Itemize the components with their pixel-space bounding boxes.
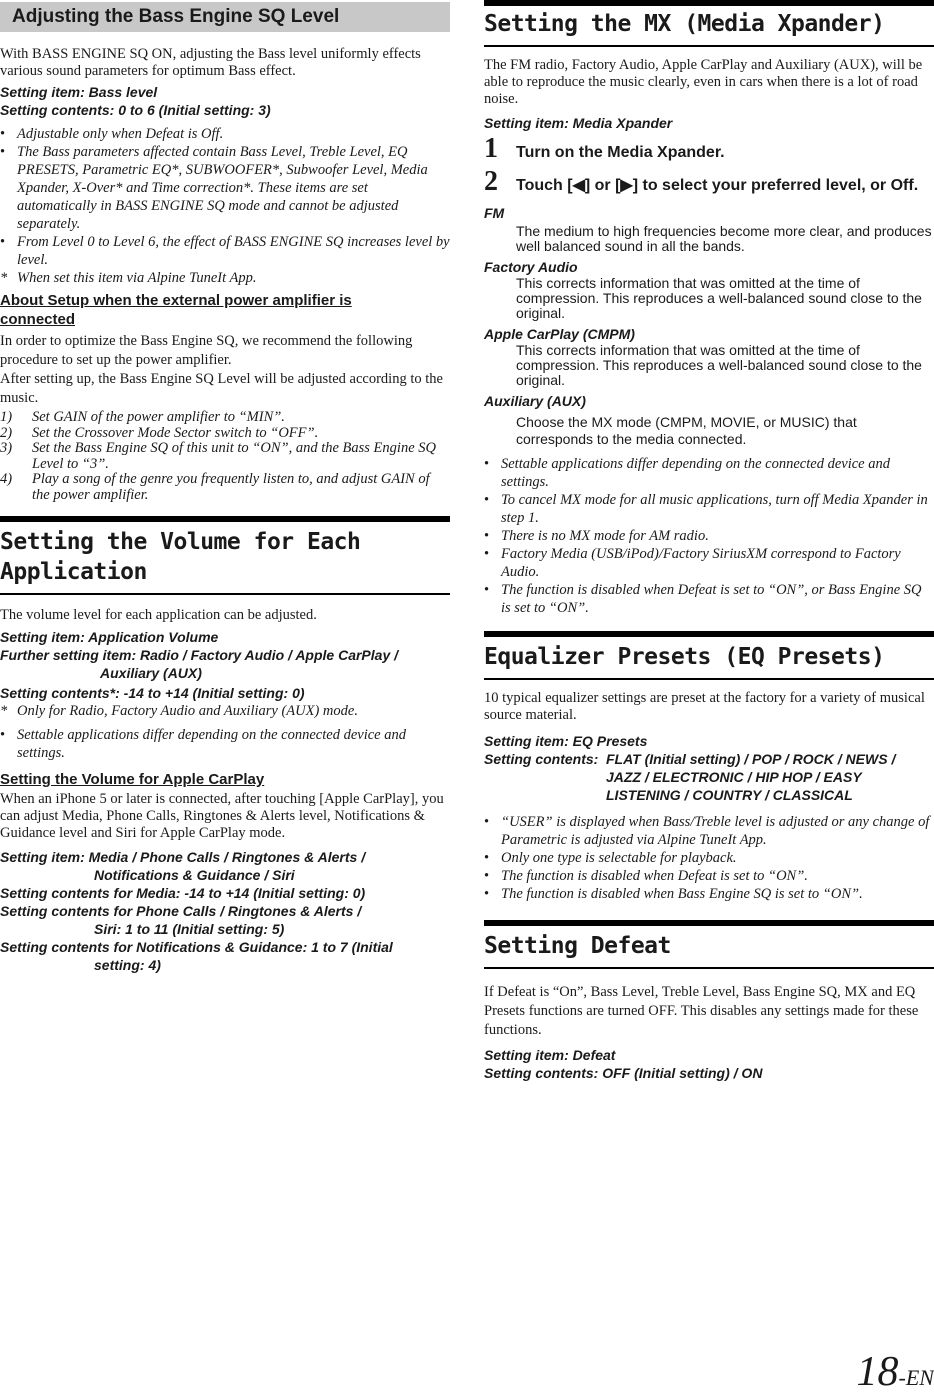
list-item: • “USER” is displayed when Bass/Treble level is adjusted or any change of Parametric is adjusted via Alpine TuneIt App. bbox=[484, 813, 934, 849]
bass-bullets bbox=[0, 125, 450, 269]
definition-term: FM bbox=[484, 205, 505, 221]
volume-setting-contents: Setting contents*: -14 to +14 (Initial setting: 0) bbox=[0, 685, 305, 701]
carplay-paragraph: When an iPhone 5 or later is connected, after touching [Apple CarPlay], you can adjust Media, Phone Calls, Ringtones & Alerts level, Notifications & Guidance level and Siri for Apple CarPlay mode. bbox=[0, 791, 444, 841]
right-column bbox=[484, 0, 934, 1082]
eq-contents-line: FLAT (Initial setting) / POP / ROCK / NEWS / bbox=[606, 751, 896, 767]
list-item: 4) Play a song of the genre you frequently listen to, and adjust GAIN of the power amplifier. bbox=[0, 471, 430, 503]
step-number: 2 bbox=[484, 166, 498, 197]
list-item: • Adjustable only when Defeat is Off. bbox=[0, 125, 450, 143]
list-item: • There is no MX mode for AM radio. bbox=[484, 527, 934, 545]
bass-setting-item: Setting item: Bass level bbox=[0, 84, 158, 100]
bass-note: * When set this item via Alpine TuneIt App. bbox=[0, 269, 450, 287]
definition-text: Choose the MX mode (CMPM, MOVIE, or MUSIC) that corresponds to the media connected. bbox=[516, 414, 857, 447]
bass-intro: With BASS ENGINE SQ ON, adjusting the Bass level uniformly effects various sound parameters for optimum Bass effect. bbox=[0, 46, 421, 79]
bass-engine-heading: Adjusting the Bass Engine SQ Level bbox=[0, 2, 450, 32]
eq-contents-line: JAZZ / ELECTRONIC / HIP HOP / EASY bbox=[606, 769, 862, 785]
list-item: • The function is disabled when Defeat is set to “ON”, or Bass Engine SQ is set to “ON”. bbox=[484, 581, 934, 617]
list-item: • Settable applications differ depending on the connected device and settings. bbox=[0, 726, 450, 762]
list-item: 2) Set the Crossover Mode Sector switch to “OFF”. bbox=[0, 424, 319, 441]
definition-term: Factory Audio bbox=[484, 259, 578, 275]
mx-step-1: 1 Turn on the Media Xpander. bbox=[484, 133, 725, 164]
mx-intro: The FM radio, Factory Audio, Apple CarPlay and Auxiliary (AUX), will be able to reproduce the music clearly, even in cars when there is a lot of road noise. bbox=[484, 57, 923, 107]
volume-further-item-cont: Auxiliary (AUX) bbox=[100, 665, 202, 681]
eq-contents-label: Setting contents: bbox=[484, 751, 599, 767]
definition-term: Apple CarPlay (CMPM) bbox=[484, 326, 635, 342]
volume-section-heading: Setting the Volume for Each Application bbox=[0, 516, 450, 595]
page-number: 18-EN bbox=[856, 1349, 934, 1395]
volume-further-item: Further setting item: Radio / Factory Audio / Apple CarPlay / bbox=[0, 647, 399, 663]
mx-definitions bbox=[484, 204, 934, 448]
list-item: • To cancel MX mode for all music applications, turn off Media Xpander in step 1. bbox=[484, 491, 934, 527]
list-item: • The Bass parameters affected contain Bass Level, Treble Level, EQ PRESETS, Parametric EQ*, SUBWOOFER*, Subwoofer Level, Media Xpander, X-Over* and Time correction*. These items are set automatically in BASS ENGINE SQ mode and cannot be adjusted separately. bbox=[0, 143, 450, 233]
eq-intro: 10 typical equalizer settings are preset at the factory for a variety of musical source material. bbox=[484, 690, 925, 723]
definition-term: Auxiliary (AUX) bbox=[484, 393, 586, 409]
defeat-section-heading: Setting Defeat bbox=[484, 920, 934, 969]
eq-setting-contents bbox=[484, 750, 934, 804]
list-item: • Settable applications differ depending on the connected device and settings. bbox=[484, 455, 934, 491]
defeat-setting-item: Setting item: Defeat bbox=[484, 1047, 616, 1063]
left-column bbox=[0, 0, 450, 974]
amp-paragraph-1: In order to optimize the Bass Engine SQ, we recommend the following procedure to set up the power amplifier. bbox=[0, 333, 413, 368]
mx-step-2: 2 Touch [◀] or [▶] to select your preferred level, or Off. bbox=[484, 166, 919, 197]
carplay-phone-contents: Setting contents for Phone Calls / Ringtones & Alerts / bbox=[0, 903, 362, 919]
mx-setting-item: Setting item: Media Xpander bbox=[484, 115, 673, 131]
page-suffix: -EN bbox=[898, 1365, 934, 1390]
step-number: 1) bbox=[0, 409, 13, 425]
list-item: 1) Set GAIN of the power amplifier to “MIN”. bbox=[0, 409, 285, 425]
amp-heading: About Setup when the external power amplifier is connected bbox=[0, 292, 352, 328]
volume-bullets bbox=[0, 726, 450, 762]
bass-setting-contents: Setting contents: 0 to 6 (Initial setting: 3) bbox=[0, 102, 271, 118]
step-number: 1 bbox=[484, 133, 498, 164]
amp-paragraph-2: After setting up, the Bass Engine SQ Level will be adjusted according to the music. bbox=[0, 371, 443, 406]
volume-setting-item: Setting item: Application Volume bbox=[0, 629, 219, 645]
carplay-heading: Setting the Volume for Apple CarPlay bbox=[0, 771, 265, 788]
step-number: 2) bbox=[0, 424, 13, 441]
definition-text: This corrects information that was omitted at the time of compression. This reproduces a well-balanced sound close to the original. bbox=[516, 342, 922, 388]
carplay-media-contents: Setting contents for Media: -14 to +14 (Initial setting: 0) bbox=[0, 885, 366, 901]
definition-text: The medium to high frequencies become more clear, and produces well balanced sound in all the bands. bbox=[516, 223, 932, 254]
list-item: • Only one type is selectable for playback. bbox=[484, 849, 934, 867]
volume-note: * Only for Radio, Factory Audio and Auxiliary (AUX) mode. bbox=[0, 702, 450, 720]
carplay-notif-contents: Setting contents for Notifications & Guidance: 1 to 7 (Initial bbox=[0, 939, 393, 955]
step-number: 3) bbox=[0, 440, 13, 456]
mx-bullets bbox=[484, 455, 934, 617]
carplay-setting-item-cont: Notifications & Guidance / Siri bbox=[94, 867, 295, 883]
eq-bullets bbox=[484, 813, 934, 903]
defeat-setting-contents: Setting contents: OFF (Initial setting) / ON bbox=[484, 1065, 763, 1081]
mx-section-heading: Setting the MX (Media Xpander) bbox=[484, 0, 934, 47]
amp-steps bbox=[0, 410, 450, 503]
list-item: • Factory Media (USB/iPod)/Factory SiriusXM correspond to Factory Audio. bbox=[484, 545, 934, 581]
eq-setting-item: Setting item: EQ Presets bbox=[484, 733, 648, 749]
defeat-intro: If Defeat is “On”, Bass Level, Treble Level, Bass Engine SQ, MX and EQ Presets functions are turned OFF. This disables any settings made for these functions. bbox=[484, 984, 919, 1038]
carplay-setting-item: Setting item: Media / Phone Calls / Ringtones & Alerts / bbox=[0, 849, 366, 865]
list-item: • The function is disabled when Defeat is set to “ON”. bbox=[484, 867, 934, 885]
list-item: • From Level 0 to Level 6, the effect of BASS ENGINE SQ increases level by level. bbox=[0, 233, 450, 269]
step-number: 4) bbox=[0, 471, 13, 487]
list-item: 3) Set the Bass Engine SQ of this unit to “ON”, and the Bass Engine SQ Level to “3”. bbox=[0, 440, 436, 472]
volume-intro: The volume level for each application can be adjusted. bbox=[0, 607, 317, 623]
carplay-notif-contents-cont: setting: 4) bbox=[94, 957, 161, 973]
carplay-phone-contents-cont: Siri: 1 to 11 (Initial setting: 5) bbox=[94, 921, 285, 937]
definition-text: This corrects information that was omitted at the time of compression. This reproduces a well-balanced sound close to the original. bbox=[516, 275, 922, 321]
eq-section-heading: Equalizer Presets (EQ Presets) bbox=[484, 631, 934, 680]
eq-contents-line: LISTENING / COUNTRY / CLASSICAL bbox=[606, 787, 853, 803]
list-item: • The function is disabled when Bass Engine SQ is set to “ON”. bbox=[484, 885, 934, 903]
